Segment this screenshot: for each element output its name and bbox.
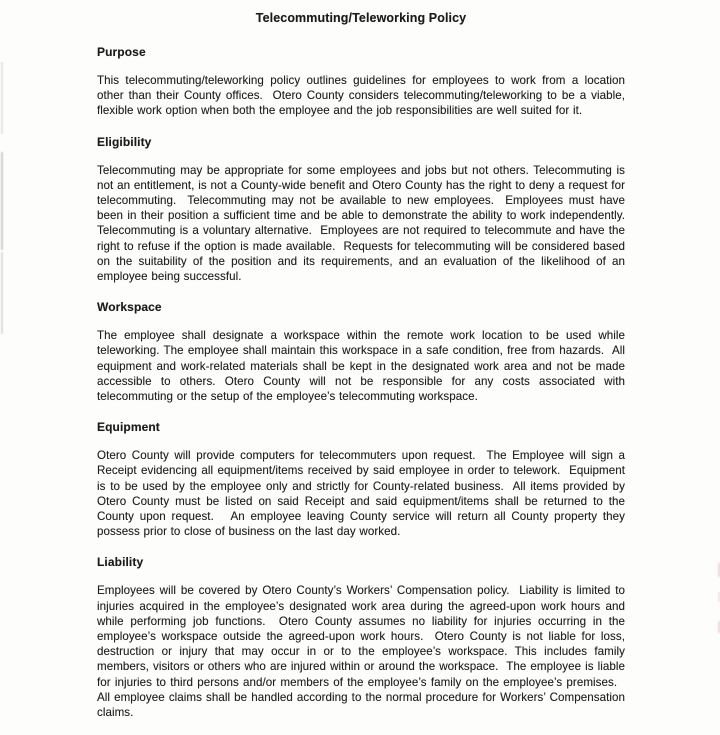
document-title: Telecommuting/Teleworking Policy	[255, 11, 467, 25]
section-heading-workspace: Workspace	[97, 300, 162, 315]
section-purpose	[97, 45, 625, 119]
section-liability	[97, 555, 625, 720]
section-heading-liability: Liability	[97, 555, 144, 570]
section-heading-eligibility: Eligibility	[97, 134, 152, 149]
section-paragraph-liability: Employees will be covered by Otero County’s Workers’ Compensation policy. Liability is limited to injuries acquired in the employee’s designated work area during the agreed-upon work hours and while performing job functions. Otero County assumes no liability for injuries occurring in the employee’s workspace outside the agreed-upon work hours. Otero County is not liable for loss, destruction or injury that may occur in or to the employee’s workspace. This includes family members, visitors or others who are injured within or around the workspace. The employee is liable for injuries to third persons and/or members of the employee’s family on the employee’s premises. All employee claims shall be handled according to the normal procedure for Workers’ Compensation claims.	[97, 584, 625, 720]
section-paragraph-equipment: Otero County will provide computers for telecommuters upon request. The Employee will sign a Receipt evidencing all equipment/items received by said employee in order to telework. Equipment is to be used by the employee only and strictly for County-related business. All items provided by Otero County must be listed on said Receipt and said equipment/items shall be returned to the County upon request. An employee leaving County service will return all County property they possess prior to close of business on the last day worked.	[97, 449, 625, 539]
section-workspace	[97, 300, 625, 404]
section-heading-equipment: Equipment	[97, 420, 160, 435]
section-paragraph-purpose: This telecommuting/teleworking policy outlines guidelines for employees to work from a location other than their County offices. Otero County considers telecommuting/teleworking to be a viable, flexible work option when both the employee and the job responsibilities are well suited for it.	[97, 74, 625, 118]
section-equipment	[97, 420, 625, 539]
section-eligibility	[97, 135, 625, 285]
section-paragraph-workspace: The employee shall designate a workspace within the remote work location to be used while teleworking. The employee shall maintain this workspace in a safe condition, free from hazards. All equipment and work-related materials shall be kept in the designated work area and not be made accessible to others. Otero County will not be responsible for any costs associated with telecommuting or the setup of the employee’s telecommuting workspace.	[97, 329, 625, 404]
section-paragraph-eligibility: Telecommuting may be appropriate for some employees and jobs but not others. Telecommuting is not an entitlement, is not a County-wide benefit and Otero County has the right to deny a request for telecommuting. Telecommuting may not be available to new employees. Employees must have been in their position a sufficient time and be able to demonstrate the ability to work independently. Telecommuting is a voluntary alternative. Employees are not required to telecommute and have the right to refuse if the option is made available. Requests for telecommuting will be considered based on the suitability of the position and its requirements, and an evaluation of the likelihood of an employee being successful.	[97, 163, 625, 284]
section-heading-purpose: Purpose	[97, 45, 146, 59]
